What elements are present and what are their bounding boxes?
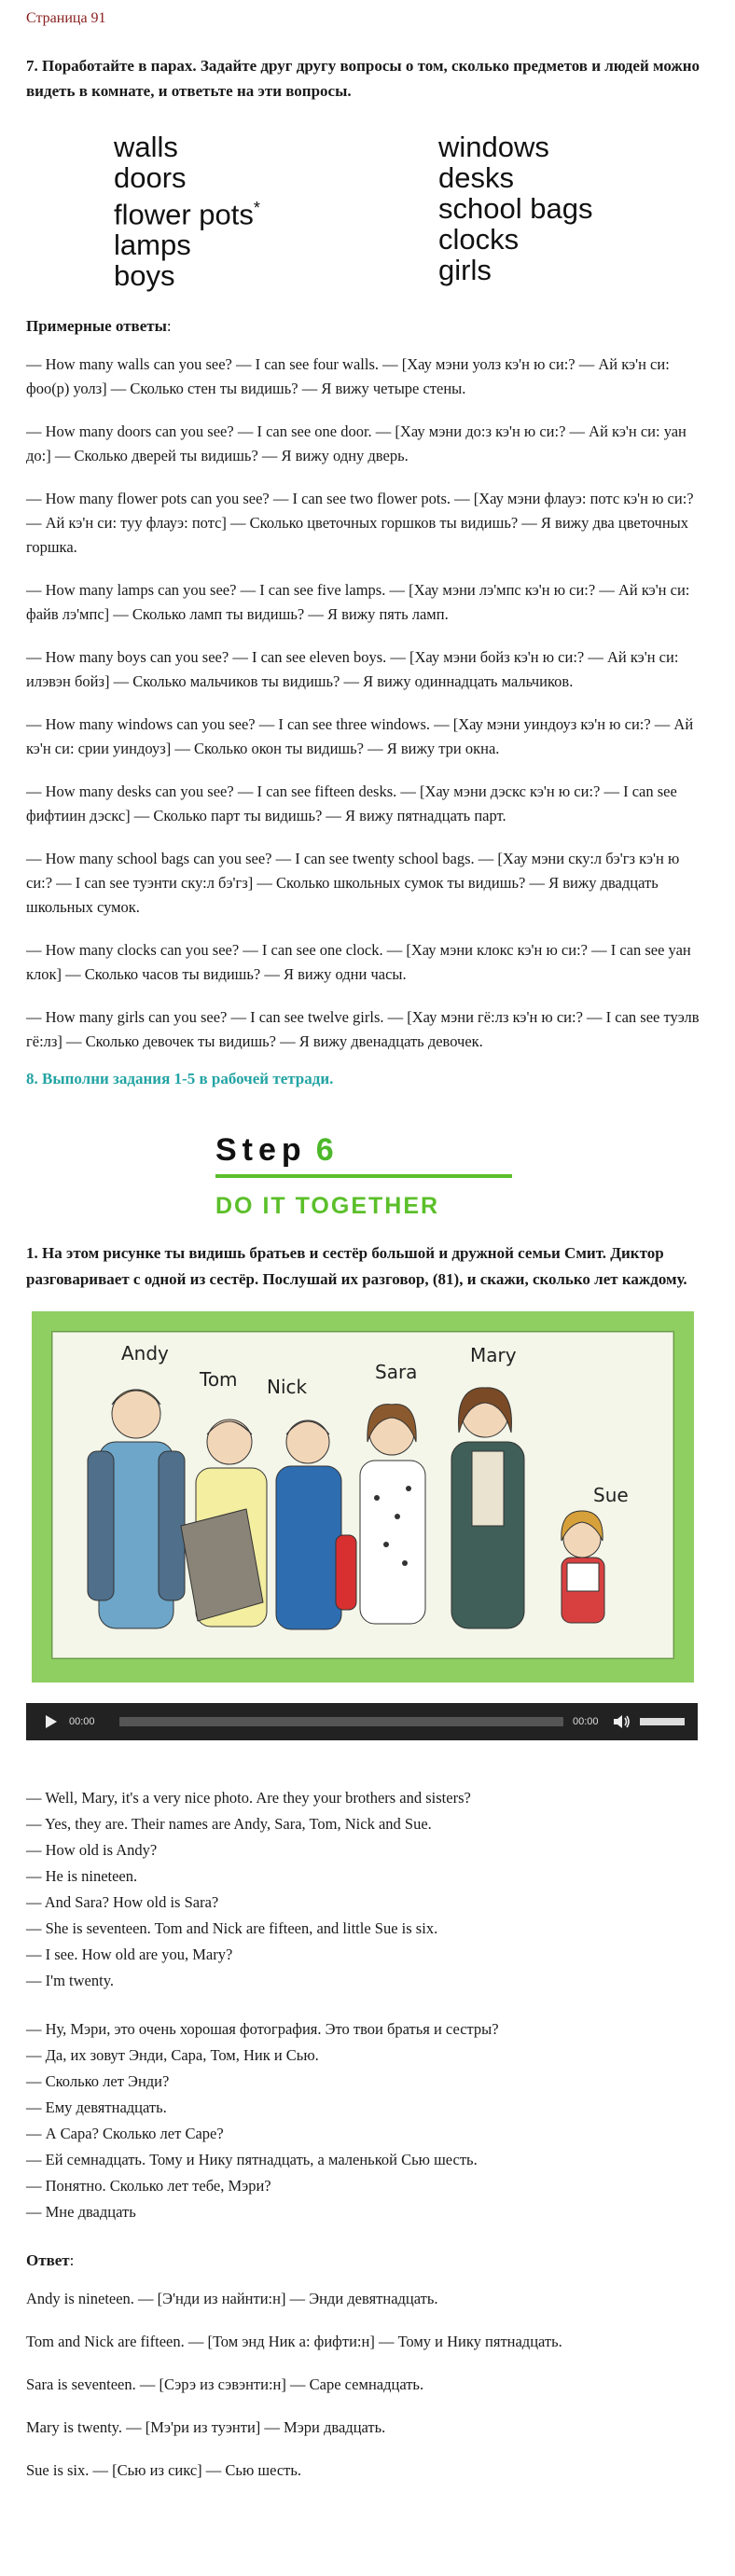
answer-line: Tom and Nick are fifteen. — [Том энд Ник а: фифти:н] — Тому и Нику пятнадцать. — [26, 2332, 562, 2350]
total-time: 00:00 — [573, 1715, 599, 1727]
qa-paragraph: — How many school bags can you see? — I can see twenty school bags. — [Хау мэни ску:л бэ'гз кэ'н ю си:? — I can see туэнти ску:л бэ'гз] — Сколько школьных сумок ты видишь? — Я вижу двадцать школьных сумок. — [26, 850, 680, 917]
word-item: doors — [114, 161, 187, 194]
step-word: Step — [215, 1131, 307, 1168]
qa-paragraph: — How many flower pots can you see? — I can see two flower pots. — [Хау мэни флауэ: потс кэ'н ю си:? — Ай кэ'н си: туу флауэ: потс] — Сколько цветочных горшков ты видишь? — Я вижу два цветочных горшка. — [26, 490, 694, 557]
step-number: 6 — [315, 1131, 340, 1168]
dialog-line: — Ей семнадцать. Тому и Нику пятнадцать, а маленькой Сью шесть. — [26, 2150, 478, 2168]
person-sue — [562, 1511, 604, 1623]
heading-text: Примерные ответы — [26, 317, 167, 336]
speaker-icon — [614, 1714, 631, 1729]
qa-paragraph: — How many clocks can you see? — I can see one clock. — [Хау мэни клокс кэ'н ю си:? — I can see уан клок] — Сколько часов ты видишь? — Я вижу одни часы. — [26, 941, 691, 984]
dialog-line: — А Сара? Сколько лет Саре? — [26, 2124, 224, 2142]
name-label-sue: Sue — [593, 1483, 629, 1506]
page-link[interactable]: Страница 91 — [26, 10, 106, 26]
dialog-line: — And Sara? How old is Sara? — [26, 1892, 219, 1911]
asterisk-mark: * — [253, 199, 260, 217]
qa-paragraph: — How many windows can you see? — I can see three windows. — [Хау мэни уиндоуз кэ'н ю си:? — Ай кэ'н си: срии уиндоуз] — Сколько окон ты видишь? — Я вижу три окна. — [26, 715, 694, 758]
word-item: lamps — [114, 229, 191, 262]
dialog-russian — [26, 2016, 709, 2225]
family-illustration — [32, 1311, 694, 1683]
step-underline — [215, 1174, 512, 1178]
dialog-line: — Yes, they are. Their names are Andy, Sara, Tom, Nick and Sue. — [26, 1814, 432, 1833]
name-label-sara: Sara — [375, 1360, 418, 1383]
dialog-line: — Ну, Мэри, это очень хорошая фотография. Это твои братья и сестры? — [26, 2019, 499, 2038]
dialog-line: — I see. How old are you, Mary? — [26, 1945, 233, 1963]
name-label-andy: Andy — [121, 1341, 169, 1364]
word-item — [114, 193, 438, 229]
answer-line: Sue is six. — [Сью из сикс] — Сью шесть. — [26, 2460, 302, 2479]
play-icon — [46, 1715, 57, 1728]
word-item: desks — [438, 161, 514, 194]
qa-paragraph: — How many desks can you see? — I can see fifteen desks. — [Хау мэни дэскс кэ'н ю си:? — I can see фифтиин дэскс] — Сколько парт ты видишь? — Я вижу пятнадцать парт. — [26, 782, 677, 825]
task8-instruction: 8. Выполни задания 1-5 в рабочей тетради. — [26, 1069, 334, 1087]
name-label-tom: Tom — [200, 1367, 238, 1391]
sample-answers-heading — [26, 317, 709, 343]
progress-bar[interactable] — [119, 1717, 563, 1726]
heading-text: Ответ — [26, 2251, 70, 2269]
qa-paragraph: — How many boys can you see? — I can see eleven boys. — [Хау мэни бойз кэ'н ю си:? — Ай кэ'н си: илэвэн бойз] — Сколько мальчиков ты видишь? — Я вижу одиннадцать мальчиков. — [26, 648, 679, 691]
qa-paragraph: — How many lamps can you see? — I can see five lamps. — [Хау мэни лэ'мпс кэ'н ю си:? — Ай кэ'н си: файв лэ'мпс] — Сколько ламп ты видишь? — Я вижу пять ламп. — [26, 581, 690, 624]
word-item: walls — [114, 131, 178, 163]
play-button[interactable] — [37, 1703, 65, 1740]
dialog-line: — Понятно. Сколько лет тебе, Мэри? — [26, 2176, 271, 2195]
heading-colon: : — [69, 2251, 75, 2269]
dialog-line: — Мне двадцать — [26, 2202, 136, 2221]
dialog-line: — He is nineteen. — [26, 1866, 138, 1885]
volume-slider[interactable] — [640, 1718, 685, 1725]
dialog-line: — I'm twenty. — [26, 1971, 115, 1989]
name-label-mary: Mary — [470, 1343, 517, 1366]
dialog-line: — Да, их зовут Энди, Сара, Том, Ник и Сью. — [26, 2045, 319, 2064]
name-label-nick: Nick — [267, 1375, 308, 1398]
word-list — [114, 132, 709, 291]
step-header — [215, 1130, 709, 1233]
answer-line: Mary is twenty. — [Мэ'ри из туэнти] — Мэри двадцать. — [26, 2417, 386, 2436]
dialog-english — [26, 1785, 709, 1994]
dialog-line: — She is seventeen. Tom and Nick are fifteen, and little Sue is six. — [26, 1918, 438, 1937]
current-time: 00:00 — [69, 1715, 95, 1727]
answer-line: Sara is seventeen. — [Сэрэ из сэвэнти:н] — Саре семнадцать. — [26, 2375, 424, 2393]
word-column-right — [438, 132, 592, 291]
qa-paragraph: — How many girls can you see? — I can see twelve girls. — [Хау мэни гё:лз кэ'н ю си:? — I can see туэлв гё:лз] — Сколько девочек ты видишь? — Я вижу двенадцать девочек. — [26, 1008, 700, 1051]
family-picture — [32, 1311, 694, 1683]
qa-paragraph: — How many doors can you see? — I can see one door. — [Хау мэни до:з кэ'н ю си:? — Ай кэ'н си: уан до:] — Сколько дверей ты видишь? — Я вижу одну дверь. — [26, 422, 686, 465]
task1-instruction: 1. На этом рисунке ты видишь братьев и сестёр большой и дружной семьи Смит. Диктор разговаривает с одной из сестёр. Послушай их разговор, (81), и скажи, сколько лет каждому. — [26, 1243, 687, 1288]
step-title — [215, 1130, 709, 1170]
word-item: clocks — [438, 223, 520, 256]
word-text: flower pots — [114, 198, 254, 231]
dialog-line: — How old is Andy? — [26, 1840, 158, 1859]
qa-paragraph: — How many walls can you see? — I can see four walls. — [Хау мэни уолз кэ'н ю си:? — Ай кэ'н си: фоо(р) уолз] — Сколько стен ты видишь? — Я вижу четыре стены. — [26, 355, 670, 398]
answer-line: Andy is nineteen. — [Э'нди из найнти:н] — Энди девятнадцать. — [26, 2289, 438, 2307]
answers — [26, 2287, 709, 2483]
word-item: girls — [438, 254, 492, 286]
word-item: boys — [114, 259, 175, 293]
word-column-left — [114, 132, 438, 291]
answer-heading — [26, 2251, 709, 2278]
word-item: windows — [438, 131, 549, 163]
mute-button[interactable] — [614, 1714, 634, 1729]
dialog-line: — Сколько лет Энди? — [26, 2071, 170, 2090]
dialog-line: — Ему девятнадцать. — [26, 2098, 167, 2116]
audio-player — [26, 1703, 698, 1740]
sample-answers — [26, 353, 709, 1054]
task7-instruction: 7. Поработайте в парах. Задайте друг другу вопросы о том, сколько предметов и людей можно видеть в комнате, и ответьте на эти вопросы. — [26, 57, 700, 100]
step-subtitle: DO IT TOGETHER — [215, 1192, 440, 1219]
word-item: school bags — [438, 192, 593, 225]
heading-colon: : — [166, 317, 172, 336]
dialog-line: — Well, Mary, it's a very nice photo. Are they your brothers and sisters? — [26, 1788, 471, 1807]
